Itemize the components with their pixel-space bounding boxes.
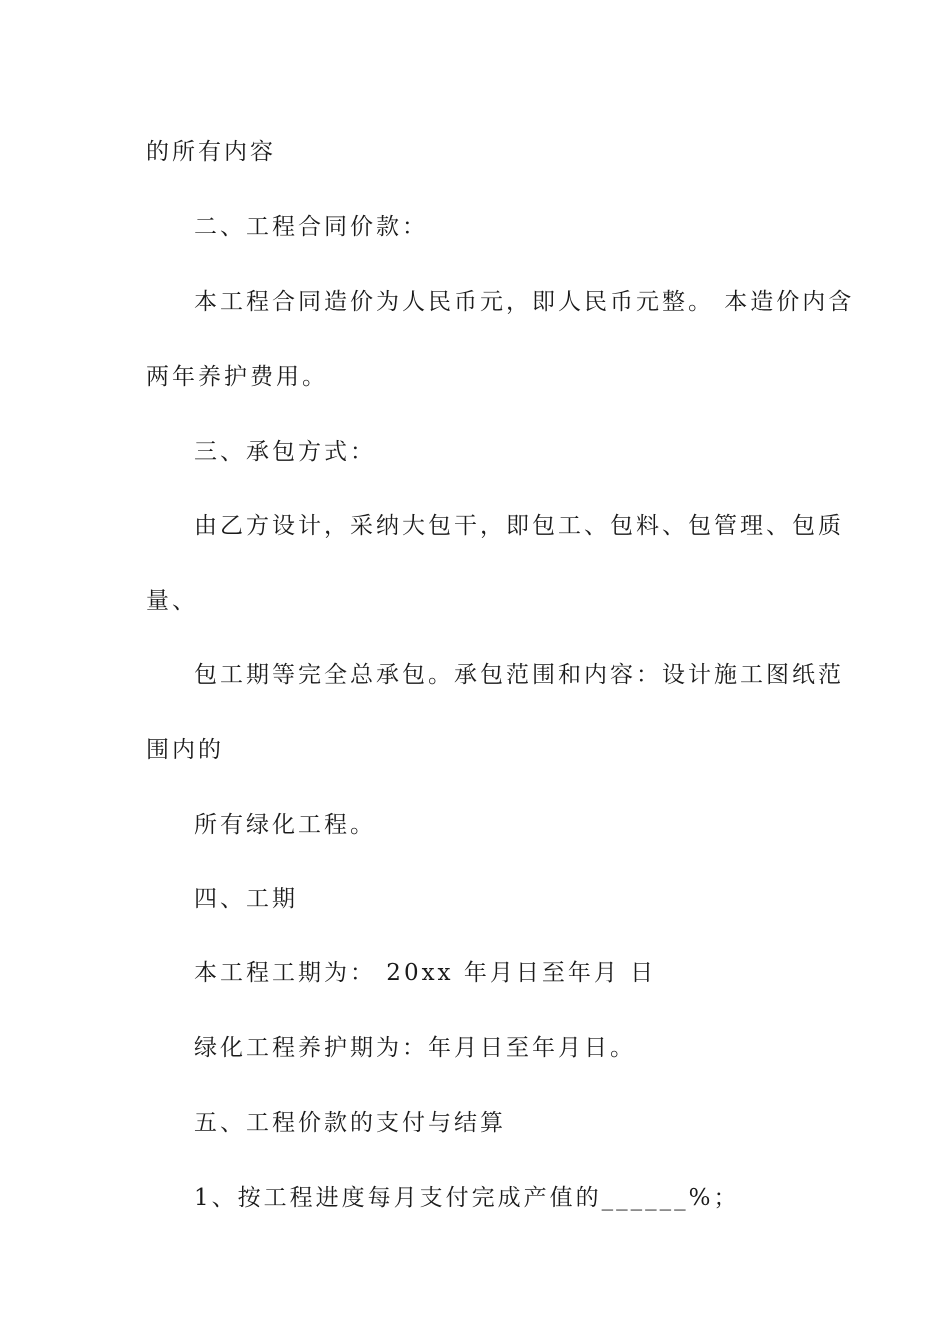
section-heading-contract-price: 二、工程合同价款： — [194, 214, 428, 240]
text-line: 量、 — [146, 588, 198, 614]
section-heading-payment: 五、工程价款的支付与结算 — [194, 1110, 506, 1136]
text-line: 本工程合同造价为人民币元，即人民币元整。 本造价内含 — [194, 289, 855, 315]
text-line: 两年养护费用。 — [146, 364, 328, 390]
text-line: 1、按工程进度每月支付完成产值的______%； — [194, 1185, 740, 1211]
text-line: 包工期等完全总承包。承包范围和内容：设计施工图纸范 — [194, 662, 844, 688]
section-heading-schedule: 四、工期 — [194, 886, 298, 912]
section-heading-contract-method: 三、承包方式： — [194, 439, 376, 465]
text-line: 本工程工期为： 20xx 年月日至年月 日 — [194, 960, 657, 986]
text-line: 绿化工程养护期为：年月日至年月日。 — [194, 1035, 636, 1061]
text-line: 的所有内容 — [146, 139, 276, 165]
text-line: 围内的 — [146, 737, 224, 763]
text-line: 由乙方设计，采纳大包干，即包工、包料、包管理、包质 — [194, 513, 844, 539]
text-line: 所有绿化工程。 — [194, 812, 376, 838]
